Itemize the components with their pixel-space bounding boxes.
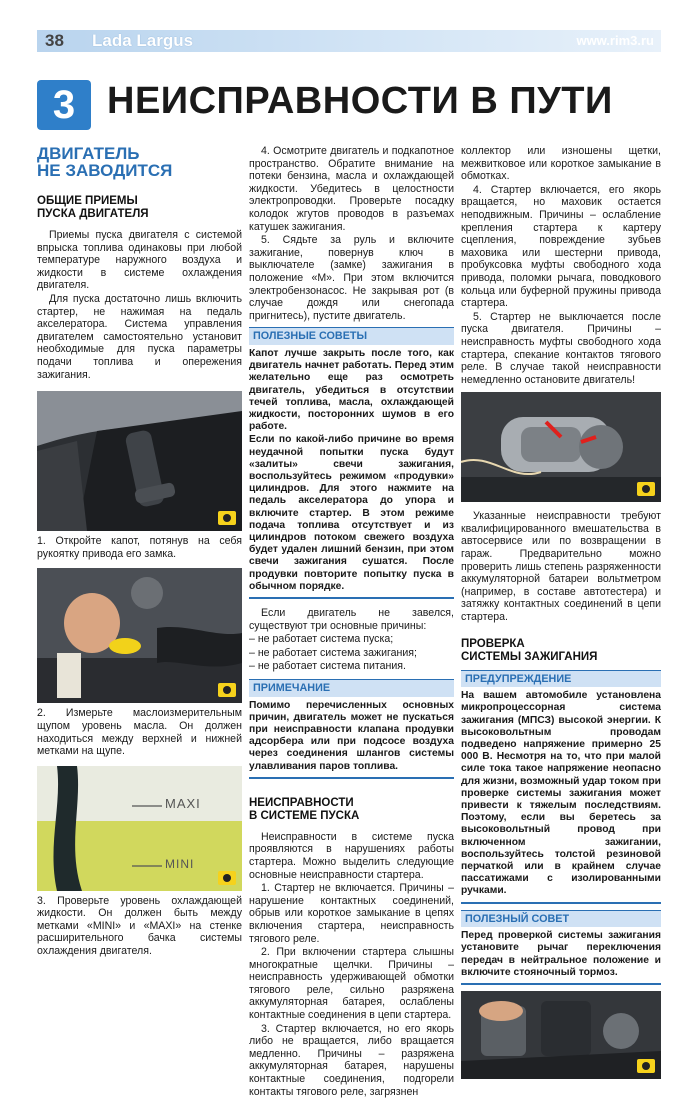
paragraph: 1. Стартер не включается. Причины – нарушение контактных соединений, обрыв или короткое замыкание в цепях включения стартера, неисправность тягового реле. — [249, 882, 454, 945]
section-title-line1: ДВИГАТЕЛЬ — [37, 144, 140, 163]
subhead-line2: В СИСТЕМЕ ПУСКА — [249, 809, 360, 822]
paragraph: 3. Стартер включается, но его якорь либо не вращается, либо вращается медленно. Причины – разряжена аккумуляторная батарея, нарушены контактные соединения, подгорели контакты тягового реле, загрязнен — [249, 1022, 454, 1098]
tips-text-2: Если по какой-либо причине во время неудачной попытки пуска будут «залиты» свечи зажигания, воспользуйтесь режимом «продувки» цилиндров. Для этого нажмите на педаль акселератора до упора и включите стартер. В этом режиме подача топлива отсутствует и из цилиндров потоком свежего воздуха будет удален лишний бензин, при этом свечи зажигания сушатся. После продувки повторите попытку пуска в обычном порядке. — [249, 434, 454, 592]
list-item: – не работает система пуска; — [249, 633, 394, 646]
starter-illustration — [461, 392, 661, 502]
list-item: – не работает система зажигания; — [249, 646, 417, 659]
section-title — [37, 145, 242, 179]
subhead-ignition-check — [461, 638, 661, 664]
paragraph: 5. Сядьте за руль и включите зажигание, повернув ключ в выключателе (замке) зажигания в положение «М». При этом включится электробензонасос. Не закрывая рот (в случае дождя или снегопада пригнитесь), пустите двигатель. — [249, 234, 454, 322]
column-left — [37, 145, 242, 959]
tip-box — [461, 910, 661, 985]
section-title-line2: НЕ ЗАВОДИТСЯ — [37, 161, 173, 180]
paragraph: коллектор или изношены щетки, межвитковое или короткое замыкание в обмотках. — [461, 145, 661, 183]
camera-icon — [637, 1059, 655, 1073]
book-title: Lada Largus — [92, 31, 194, 50]
camera-icon — [218, 511, 236, 525]
photo-starter — [461, 392, 661, 502]
subhead-line2: ПУСКА ДВИГАТЕЛЯ — [37, 208, 149, 220]
camera-icon — [218, 683, 236, 697]
paragraph: Если двигатель не завелся, существуют три основные причины: — [249, 606, 454, 632]
warning-box — [461, 670, 661, 904]
chapter-number: 3 — [52, 83, 76, 127]
warning-text: На вашем автомобиле установлена микропроцессорная система зажигания (МПСЗ) высокой энергии. К высоковольтным проводам подведено напряжение примерно 25 000 В. Несмотря на то, что при малой силе тока такое напряжение неопасно для жизни, возможный удар током при проверке системы зажигания может привести к тяжелым последствиям. Поэтому, если вы беретесь за высоковольтный провод при включенном зажигании, воспользуйтесь толстой резиновой перчаткой или в крайнем случае пассатижами с изолированными ручками. — [461, 690, 661, 897]
subhead-start-system — [249, 797, 454, 823]
camera-icon — [637, 482, 655, 496]
note-label: ПРИМЕЧАНИЕ — [249, 679, 454, 697]
paragraph: Указанные неисправности требуют квалифицированного вмешательства в автосервисе или по возвращении в гараж. Предварительно можно проверить лишь степень разряженности аккумуляторной батареи вольтметром (например, в составе автотестера) и затяжку контактных соединений в цепи стартера. — [461, 510, 661, 624]
dipstick-illustration — [37, 568, 242, 703]
paragraph: Неисправности в системе пуска проявляются в нарушениях работы стартера. Можно выделить следующие основные неисправности стартера. — [249, 830, 454, 881]
column-middle — [249, 145, 454, 1099]
coolant-tank-illustration — [37, 766, 242, 891]
ignition-illustration — [461, 991, 661, 1079]
subhead-line1: ОБЩИЕ ПРИЕМЫ — [37, 195, 138, 207]
tip-label: ПОЛЕЗНЫЙ СОВЕТ — [461, 910, 661, 928]
tip-text: Перед проверкой системы зажигания установите рычаг переключения передач в нейтральное положение и включите стояночный тормоз. — [461, 930, 661, 978]
tips-text-1: Капот лучше закрыть после того, как двигатель начнет работать. Перед этим желательно еще раз осмотреть двигатель, убедиться в отсутствии течей топлива, масла, охлаждающей жидкости, посторонних шумов в его работе. — [249, 347, 454, 433]
photo-coolant-tank — [37, 766, 242, 891]
paragraph: 4. Стартер включается, его якорь вращается, но маховик остается неподвижным. Причины – ослабление крепления стартера к картеру сцепления, повреждение зубьев маховика или шестерни привода, пробуксовка муфты свободного хода привода, поломки рычага, поводкового кольца или буферной пружины привода стартера. — [461, 183, 661, 310]
tank-min-label: MINI — [165, 856, 195, 871]
subhead-line1: НЕИСПРАВНОСТИ — [249, 796, 354, 809]
paragraph: 5. Стартер не выключается после пуска двигателя. Причины – неисправность муфты свободного хода стартера, спекание контактов тягового реле. В случае такой неисправности немедленно остановите двигатель! — [461, 310, 661, 386]
paragraph: 2. При включении стартера слышны многократные щелчки. Причины – неисправность удерживающей обмотки тягового реле, сильно разряжена аккумуляторная батарея, ослаблены контактные соединения в цепи стартера. — [249, 946, 454, 1022]
caption-photo-1: 1. Откройте капот, потянув на себя рукоятку привода его замка. — [37, 535, 242, 560]
chapter-title: НЕИСПРАВНОСТИ В ПУТИ — [107, 80, 613, 122]
note-box — [249, 679, 454, 779]
caption-photo-3: 3. Проверьте уровень охлаждающей жидкости. Он должен быть между метками «MINI» и «MAXI» на стенке расширительного бачка системы охлаждения двигателя. — [37, 894, 242, 958]
column-right — [461, 145, 661, 1079]
page-number: 38 — [45, 31, 64, 50]
list-item: – не работает система питания. — [249, 660, 406, 673]
tank-max-label: MAXI — [165, 795, 201, 811]
warning-label: ПРЕДУПРЕЖДЕНИЕ — [461, 670, 661, 688]
caption-photo-2: 2. Измерьте маслоизмерительным щупом уровень масла. Он должен находиться между верхней и нижней метками на щупе. — [37, 707, 242, 758]
subhead-line2: СИСТЕМЫ ЗАЖИГАНИЯ — [461, 650, 598, 663]
page-header — [0, 0, 700, 58]
photo-ignition — [461, 991, 661, 1079]
tips-label: ПОЛЕЗНЫЕ СОВЕТЫ — [249, 327, 454, 345]
paragraph: Приемы пуска двигателя с системой впрыска топлива одинаковы при любой температуре наружного воздуха и жидкости в системе охлаждения двигателя. — [37, 229, 242, 292]
tips-box — [249, 327, 454, 599]
subhead-line1: ПРОВЕРКА — [461, 637, 525, 650]
subhead-start-methods — [37, 195, 242, 221]
paragraph: Для пуска достаточно лишь включить стартер, не нажимая на педаль акселератора. Система управления двигателем самостоятельно установит необходимые для пуска параметры подачи топлива и опережения зажигания. — [37, 292, 242, 381]
photo-dipstick — [37, 568, 242, 703]
chapter-number-box — [37, 80, 91, 130]
site-url: www.rim3.ru — [576, 33, 654, 48]
hood-release-illustration — [37, 391, 242, 531]
camera-icon — [218, 871, 236, 885]
photo-hood-release — [37, 391, 242, 531]
paragraph: 4. Осмотрите двигатель и подкапотное пространство. Обратите внимание на потеки бензина, масла и охлаждающей жидкости. Убедитесь в целостности электропроводки. Проверьте посадку колодок жгутов проводов в разъемах катушек зажигания. — [249, 145, 454, 233]
note-text: Помимо перечисленных основных причин, двигатель может не пускаться при неисправности клапана продувки адсорбера или при подсосе воздуха через соединения шлангов системы улавливания паров топлива. — [249, 699, 454, 772]
